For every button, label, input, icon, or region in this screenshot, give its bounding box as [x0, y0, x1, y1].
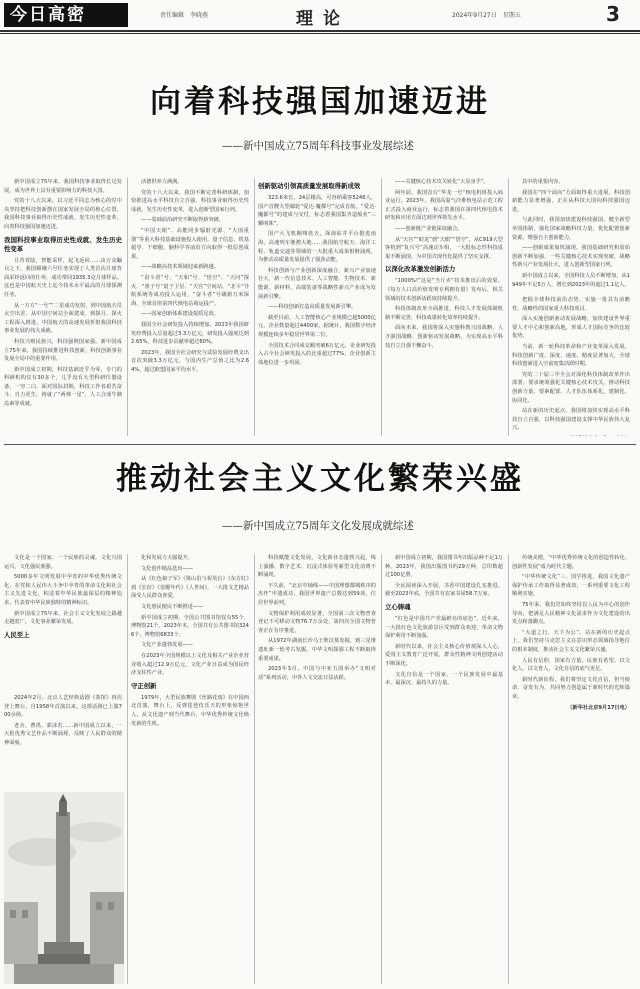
- paragraph: ——科技创新打造高质量发展新引擎。: [268, 304, 357, 311]
- article2-column-1: [4, 554, 122, 688]
- paragraph: ——战略高技术领域迎来新跨越。: [141, 264, 219, 271]
- paragraph: 5000多年文明发展中孕育的中华优秀传统文化，在党和人民伟大斗争中孕育的革命文化和社会主义先进文化，积淀着中华民族最深层的精神追求，代表着中华民族独特的精神标识。: [4, 574, 122, 606]
- paragraph: 文化惠民便民不断推进——: [141, 603, 204, 610]
- paragraph: “奋斗者”号、“天和”号、“悟空”、“天问”探火、“墨子号”量子卫星、“天宫”空间站、“北斗”导航系统等成功投入运用，“奋斗者”号刷新万米深海，全球首座第四代核电站商运投产。: [131, 274, 249, 307]
- paragraph: 传统美德，“中华优秀传统文化的创造性转化、创新性发展”成为时代主题。: [512, 555, 630, 570]
- paragraph: 科技兴则民族兴，科技强则国家强。新中国成立75年来，我国持续推进科技创新，科技创新事业发展全局中的重要作用。: [4, 338, 122, 363]
- section-heading: 我国科技事业取得历史性成就、发生历史性变革: [4, 235, 122, 253]
- paragraph: 科技体制改革全面推进，科技人才发展体制机制不断完善，科技成果转化效率持续提升。: [385, 306, 503, 321]
- article1-subtitle: ——新中国成立75周年科技事业发展综述: [222, 140, 414, 152]
- paragraph: 新中国成立以来，全国科技人员不断增加，从1949年不足5万人，增长到2023年的超过1.1亿人。: [512, 272, 630, 288]
- paragraph: 文物保护利用成效显著，全国第三次文物普查登记不可移动文物76.7万余处，第四次全国文物普查正在有序推进。: [258, 610, 376, 634]
- paragraph: “红色是中国共产党最鲜亮的底色”。近年来，一大批红色文化旅游景区受到群众欢迎，革命文物保护利用不断加强。: [385, 615, 503, 640]
- paragraph: “大道之行，天下为公”。站在新的历史起点上，我们坚持马克思主义在意识形态领域指导地位的根本制度，推动社会主义文化繁荣兴盛。: [512, 629, 630, 653]
- paragraph: 老舍、曹禺、郭沫若……新中国成立以来，一大批优秀文艺作品不断涌现，反映了人民群众的精神面貌。: [4, 722, 122, 746]
- masthead: [0, 0, 640, 30]
- paragraph: 深入实施创新驱动发展战略，加快建设世界重要人才中心和创新高地，形成人才国际竞争的比较优势。: [512, 316, 630, 340]
- section-heading: 立心铸魂: [385, 602, 411, 611]
- paragraph: 2024年2月，北京人艺经典话剧《茶馆》再次登上舞台，自1958年首演以来，这部话剧已上演700余场。: [4, 695, 122, 719]
- monument-illustration: [4, 792, 124, 984]
- column-divider: [127, 178, 128, 436]
- paragraph: 1979年，大型民族舞剧《丝路花雨》在中国西北首演，舞台上，反弹琵琶伎乐天的形象惊艳世人。从文化遗产到当代舞台，中华优秀传统文化焕发新的生机。: [131, 694, 249, 727]
- article2-column-3: [258, 554, 376, 984]
- column-divider: [254, 178, 255, 436]
- article2-headline: 推动社会主义文化繁荣兴盛: [116, 461, 524, 497]
- paragraph: 党的十八大以来，我国不断完善科研体制，加快推进高水平科技自立自强，科技事业取得历史性成就、发生历史性变革，进入创新型国家行列。: [131, 189, 249, 213]
- paragraph: 我国在“四个面向”方面取得重大进展，科技创新能力显著增强，正在从科技大国向科技强国迈进。: [512, 189, 630, 213]
- paragraph: 从一方方“一号”“二星成功发射，到中国航天员太空出差，从中国空间站全面建成，到探月、探火工程深入推进，中国航天的高速发展折射我国科技事业发展的伟大成就。: [4, 302, 122, 335]
- article2-subtitle: ——新中国成立75周年文化发展成就综述: [222, 520, 414, 532]
- paragraph: 75年来，我们党始终坚持以人民为中心的创作导向，把满足人民精神文化需求作为文化建设的出发点和落脚点。: [512, 601, 630, 626]
- paragraph: 文化是一个国家、一个民族的灵魂。文化兴国运兴，文化强民族强。: [4, 555, 122, 570]
- byline-credit: （新华社北京9月17日电）: [567, 704, 630, 711]
- paragraph: 新时代以来，社会主义核心价值观深入人心，爱国主义教育广泛开展，群众性精神文明创建活动不断深化。: [385, 643, 503, 667]
- paragraph: 面向未来，我国将深入实施科教兴国战略、人才强国战略、创新驱动发展战略，为实现高水平科技自立自强不懈奋斗。: [385, 325, 503, 349]
- masthead-rule: [0, 30, 640, 32]
- paragraph: 新中国成立初期，科技基础近乎为零，专门的科研机构仅有30多个，几乎没有大型科研仪器设备，一穷二白，面对国际封锁，科技工作者艰苦奋斗、自力更生，铸就了“两弹一星”、人工合成牛胰岛素等成就。: [4, 366, 122, 408]
- paragraph: 不久前，“北京中轴线——中国理想都城秩序的杰作”申遗成功，我国世界遗产总数达到59项，位居世界前列。: [258, 582, 376, 606]
- paragraph: 国产大飞机翱翔蓝天，深海钻井平台挺进南海，高速列车驰骋大地……我国航空航天、海洋工程、轨道交通等领域的一大批重大成果相继涌现，为推动高质量发展提供了强劲动能。: [258, 231, 376, 264]
- paragraph: 站在新的历史起点，我国将加快实现高水平科技自立自强，以科技强国建设支撑中华民族伟大复兴。: [512, 408, 630, 432]
- page-number: 3: [606, 2, 620, 26]
- paragraph: 323.6米长，24层楼高，可容纳乘客5246人，国产首艘大型邮轮“爱达·魔都号”完成首航。“爱达·魔都号”的建成与交付，标志着我国集齐造船业“三颗明珠”。: [258, 195, 376, 227]
- paragraph: 当前，新一轮科技革命和产业变革深入发展，科技创新广度、深度、速度、精度显著加大，全球科技创新进入空前密集活跃时期。: [512, 343, 630, 368]
- paragraph: ——国家创新体系建设提质见效。: [141, 311, 219, 318]
- monument-photo: [4, 792, 124, 984]
- paragraph: 2023年3月，中国与中亚五国举办“文明对话”系列活动，中外人文交流日益活跃。: [258, 666, 376, 681]
- paragraph: 其中的重要内容。: [522, 179, 564, 185]
- article2-column-5: [512, 554, 630, 984]
- paragraph: “中华传统文化”三、国学推进，我国文化遗产保护传承工作取得显著成效，一系列重要文化工程顺利实施。: [512, 574, 630, 598]
- paragraph: 科技创新与产业创新深度融合，新兴产业加速壮大，新一代信息技术、人工智能、生物技术、新能源、新材料、高端装备等战略性新兴产业成为发展新引擎。: [258, 267, 376, 300]
- paragraph: 党的二十届三中全会对深化科技体制改革作出部署，要求统筹强化关键核心技术攻关，推动科技创新力量、要素配置、人才队伍体系化、建制化、协同化。: [512, 371, 630, 404]
- column-divider: [127, 554, 128, 984]
- paragraph: 全民阅读深入开展，书香中国建设扎实推进。截至2023年底，全国共有农家书屋58.7万家。: [385, 582, 503, 598]
- article1-column-3: [258, 178, 376, 436]
- paragraph: 新中国成立75年来，我国科技事业取得长足发展，成为世界上具有重要影响力的科技大国。: [4, 179, 122, 194]
- paragraph: 新时代新征程，我们将坚定文化自信，担当使命、奋发有为，共同努力创造属于新时代的光辉篇章。: [512, 676, 630, 700]
- paragraph: ——创新成果加快涌现。我国基础研究和原始创新不断加强，一些关键核心技术实现突破，战略性新兴产业发展壮大，进入创新型国家行列。: [512, 245, 630, 269]
- section-title: 理论: [296, 9, 350, 29]
- paragraph: “中国天眼”、高能同步辐射光源、“大国重器”等重大科技基础设施投入使用，量子信息、铁基超导、干细胞、脑科学等前沿方向取得一批原创成果。: [131, 227, 249, 260]
- byline-credit: [512, 435, 630, 436]
- column-divider: [508, 178, 509, 436]
- column-divider: [508, 554, 509, 984]
- article1-headline: 向着科技强国加速迈进: [150, 84, 490, 120]
- editor-credit: 责任编辑 李晓燕: [160, 12, 209, 19]
- column-divider: [254, 554, 255, 984]
- paragraph: 把握全球科技前沿态势，实施一批具有前瞻性、战略性的国家重大科技项目。: [512, 297, 630, 312]
- masthead-rule-thin: [0, 33, 640, 34]
- article-separator: [4, 444, 636, 445]
- paragraph: 从《红色娘子军》《梁山伯与祝英台》《东方红》到《长征》《觉醒年代》《人世间》，一大批文艺精品深受人民群众喜爱。: [131, 576, 249, 600]
- paragraph: 在2023年全国规模以上文化及相关产业企业营业收入超过12.9万亿元，文化产业日益成为国民经济支柱性产业。: [131, 652, 249, 677]
- section-heading: 以深化改革激发创新活力: [385, 265, 456, 274]
- column-divider: [381, 554, 382, 984]
- paragraph: 2023年，我国全社会研究与试验发展经费支出首次突破3.3万亿元，与国内生产总值之比为2.64%，超过欧盟国家平均水平。: [131, 349, 249, 373]
- paragraph: “1000%!”这是“当斤卖”技术推出后的效果。《每万人口高价值发明专利拥有量》发布后，相关领域的技术创新活跃度持续提升。: [385, 278, 503, 302]
- column-divider: [381, 178, 382, 436]
- paragraph: 全国技术合同成交额突破6万亿元，企业研发投入占全社会研发投入的比重超过77%，企业创新主体地位进一步巩固。: [258, 342, 376, 366]
- article1-column-6: [512, 296, 630, 436]
- article1-column-5: [512, 178, 630, 290]
- issue-date: 2024年9月27日 星期五: [452, 12, 521, 19]
- article1-column-2: [131, 178, 249, 436]
- newspaper-logo: 今日高密: [4, 3, 128, 27]
- paragraph: 人民有信仰，国家有力量，民族有希望。以文化人、以文育人，文化自信的底气更足。: [512, 657, 630, 673]
- paragraph: 截至目前，人工智能核心产业规模已超5000亿元，企业数量超过4400家。据统计，我国数字经济规模连续多年稳居世界第二位。: [258, 314, 376, 338]
- paragraph: 党的十八大以来，以习近平同志为核心的党中央坚持把科技创新摆在国家发展全局的核心位置，我国科技事业取得历史性成就、发生历史性变革，向着科技强国加速迈进。: [4, 198, 122, 230]
- paragraph: 化和发展力大强提升。: [141, 555, 193, 561]
- paragraph: ——关键核心技术攻关转化“大显身手”。: [395, 179, 489, 185]
- article2-column-1b: [4, 694, 122, 788]
- paragraph: 文化创作精品迭出——: [141, 565, 193, 572]
- paragraph: 科技赋能文化发展，文化新业态蓬勃兴起，线上演播、数字艺术、沉浸式体验等新型文化消费不断涌现。: [258, 555, 376, 579]
- paragraph: ——基础前沿研究不断取得新突破。: [141, 217, 225, 224]
- paragraph: 我国全社会研发投入持续增加，2023年我国研发经费投入总量超过3.3万亿元，研发投入强度达到2.65%，科技进步贡献率超过60%。: [131, 321, 249, 346]
- article2-column-4: [385, 554, 503, 984]
- paragraph: 与此同时，我国加快建设科技强国，健全新型举国体制，强化国家战略科技力量，优化配置创新资源，增强自主创新能力。: [512, 217, 630, 241]
- section-heading: 人民至上: [4, 630, 30, 639]
- paragraph: 新中国成立初期，我国图书年出版品种不足1万种。2023年，我国出版图书约29万种，总印数超过100亿册。: [385, 555, 503, 579]
- paragraph: 文化自信是一个国家、一个民族发展中最基本、最深沉、最持久的力量。: [385, 671, 503, 687]
- article2-column-2: [131, 554, 249, 984]
- paragraph: 文化产业蓬勃发展——: [141, 642, 193, 649]
- article1-column-4: [385, 178, 503, 436]
- article1-column-1: [4, 178, 122, 436]
- paragraph: ——创新链产业链深度融合。: [395, 225, 463, 232]
- paragraph: 两年前，我国首台“华龙一号”核电机组投入商业运行。2023年，我国高温气冷堆核电站示范工程正式投入商业运行，标志着我国在第四代核电技术研发和应用方面达到世界领先水平。: [385, 189, 503, 222]
- paragraph: 活德供养力满满。: [141, 179, 183, 185]
- paragraph: 月背着陆，智能采样，起飞返回……由万众瞩目之下，我国嫦娥六号任务实现了人类首次月球背面采样返回的壮举，成功带回1935.3克月球样品。这也是中国航天史上迄今技术水平最高的月球探测任务。: [4, 257, 122, 298]
- section-heading: 创新驱动引领高质量发展取得新成效: [258, 182, 361, 190]
- paragraph: 从“天宫”“蛟龙”到“天眼”“悟空”，从C919大型客机到“复兴号”高速动车组，一大批标志性科技成果不断涌现，为中国式现代化提供了坚实支撑。: [385, 236, 503, 260]
- paragraph: 新中国成立初期，全国公共图书馆仅有55个，博物馆21个。2023年末，全国共有公共图书馆3246个、博物馆6833个。: [131, 614, 249, 638]
- paragraph: 新中国成立75年来，社会主义文化发展之路越走越宽广，文化事业繁荣发展。: [4, 610, 122, 626]
- section-heading: 守正创新: [131, 681, 157, 690]
- paragraph: 从1972年湖南长沙马王堆汉墓发掘，到三星堆遗址新一轮考古发掘，中华文明探源工程不断取得重要成果。: [258, 638, 376, 662]
